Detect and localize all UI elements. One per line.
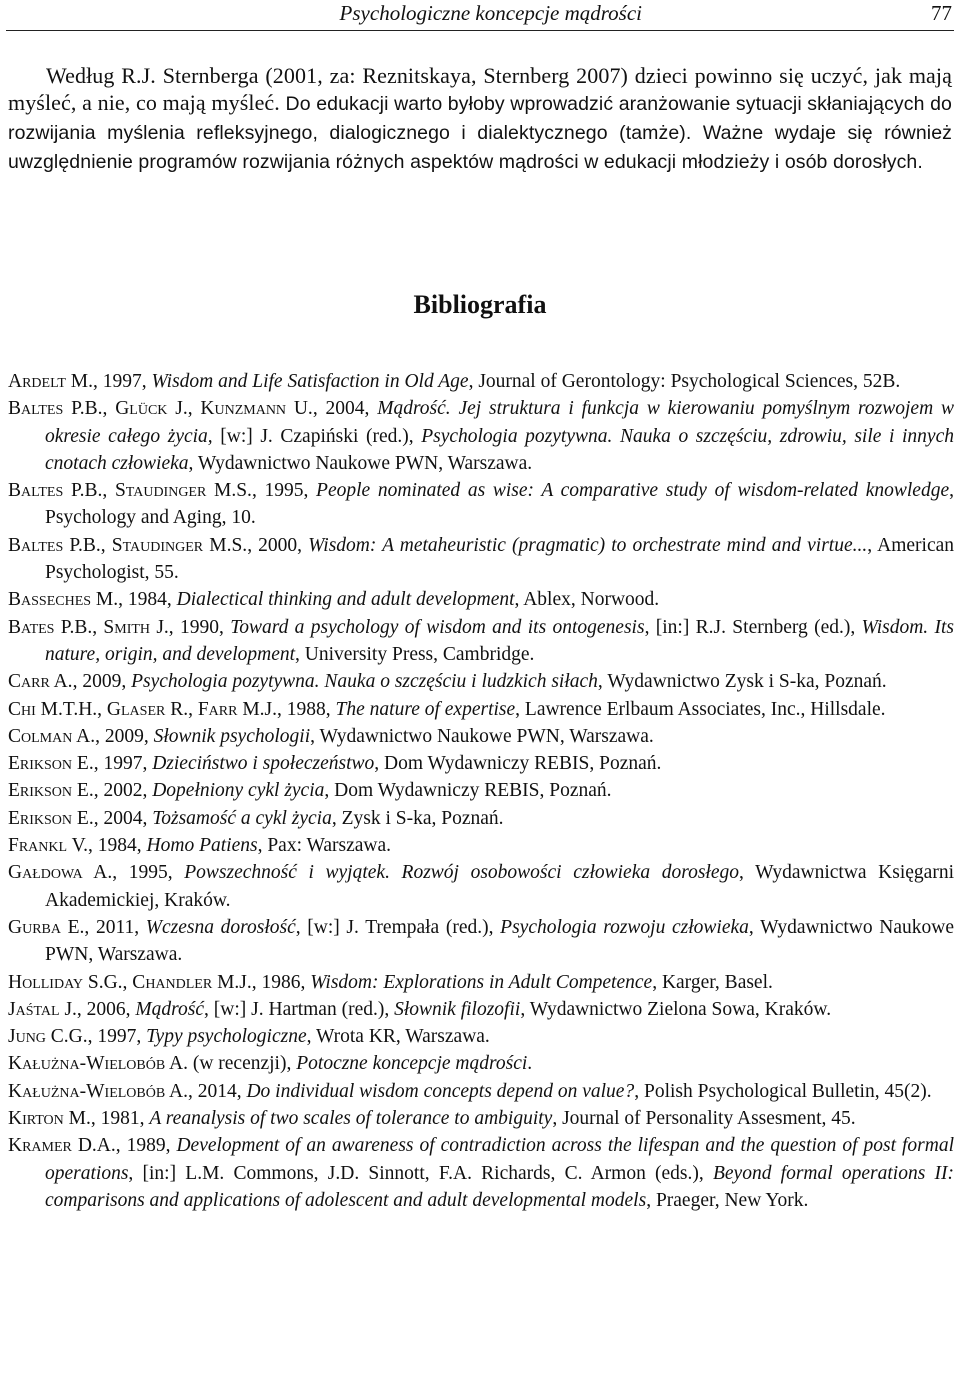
reference-entry — [8, 532, 954, 587]
reference-text: , Dom Wydawniczy REBIS, Poznań. — [374, 753, 662, 775]
reference-title: Mądrość. Jej struktura i funkcja w kierowaniu pomyślnym rozwojem w okresie całego życia, — [45, 398, 954, 447]
reference-authors: Bates P.B., Smith J. — [8, 616, 169, 638]
reference-entry — [8, 395, 954, 477]
reference-entry — [8, 805, 954, 832]
reference-text: , Wrota KR, Warszawa. — [306, 1026, 490, 1048]
bibliography-heading: Bibliografia — [413, 290, 547, 319]
reference-text: , Karger, Basel. — [652, 971, 773, 993]
reference-title: Wisdom. Its nature, origin, and development — [45, 616, 954, 665]
reference-title: People nominated as wise: A comparative study of wisdom-related knowledge — [316, 480, 950, 502]
reference-text: , Pax: Warszawa. — [257, 835, 392, 857]
reference-text: , Dom Wydawniczy REBIS, Poznań. — [324, 780, 612, 802]
reference-text: , 2004, — [312, 398, 378, 420]
reference-entry — [8, 586, 954, 613]
reference-text: , American Psychologist, 55. — [45, 534, 955, 584]
reference-title: Słownik filozofii — [394, 998, 521, 1020]
reference-title: Do individual wisdom concepts depend on value? — [246, 1080, 635, 1102]
reference-text: , Wydawnictwo Zielona Sowa, Kraków. — [520, 998, 832, 1020]
header-rule — [6, 30, 954, 31]
reference-title: Dialectical thinking and adult development — [176, 589, 515, 611]
reference-title: Typy psychologiczne — [146, 1026, 307, 1048]
reference-title: Dopełniony cykl życia — [152, 780, 325, 802]
reference-text: , Psychology and Aging, 10. — [45, 480, 954, 529]
reference-title: The nature of expertise — [335, 698, 516, 720]
reference-text: , 1989, — [115, 1135, 177, 1157]
reference-text: , 2004, — [93, 807, 153, 829]
reference-title: A reanalysis of two scales of tolerance to ambiguity — [149, 1108, 553, 1130]
reference-text: , 2002, — [93, 780, 153, 802]
reference-title: Wczesna dorosłość — [145, 916, 296, 938]
paragraph-part-1: Według R.J. Sternberga (2001, za: Reznitskaya, Sternberg 2007) dzieci powinno się uczyć, jak mają myśleć, a nie, co mają myśleć. — [8, 63, 952, 115]
reference-authors: Chi M.T.H., Glaser R., Farr M.J. — [8, 698, 278, 720]
reference-title: Potoczne koncepcje mądrości — [296, 1053, 528, 1075]
reference-text: , Journal of Personality Assesment, 45. — [552, 1108, 856, 1130]
reference-entry — [8, 832, 954, 859]
reference-title: Development of an awareness of contradiction across the lifespan and the question of post formal operations — [45, 1135, 954, 1184]
reference-text: , 2006, — [76, 998, 136, 1020]
reference-text: , University Press, Cambridge. — [295, 643, 535, 665]
reference-title: Psychologia pozytywna. Nauka o szczęściu i ludzkich siłach — [131, 671, 598, 693]
reference-authors: Kałużna-Wielobób A. — [8, 1053, 188, 1075]
reference-entry — [8, 696, 954, 723]
reference-authors: Erikson E. — [8, 753, 94, 775]
reference-title: Słownik psychologii — [153, 725, 311, 747]
reference-text: , [w:] J. Trempała (red.), — [295, 916, 501, 938]
reference-text: , 1981, — [90, 1108, 150, 1130]
reference-authors: Jung C.G. — [8, 1026, 88, 1048]
reference-title: Wisdom: Explorations in Adult Competence — [310, 971, 653, 993]
reference-authors: Holliday S.G., Chandler M.J. — [8, 971, 252, 993]
reference-entry — [8, 723, 954, 750]
reference-authors: Kałużna-Wielobób A. — [8, 1080, 188, 1102]
reference-entry — [8, 1050, 954, 1077]
reference-authors: Ardelt M. — [8, 371, 93, 392]
reference-text: , Wydawnictwo Naukowe PWN, Warszawa. — [310, 725, 654, 747]
reference-text: , 2011, — [84, 916, 146, 938]
reference-title: Mądrość — [135, 998, 205, 1020]
paragraph-part-2: Do edukacji warto byłoby wprowadzić aranżowanie sytuacji skłaniających do rozwijania myślenia refleksyjnego, dialogicznego i dialektycznego (tamże). Ważne wydaje się również uwzględnienie programów rozwijania różnych aspektów mądrości w edukacji młodzieży i osób dorosłych. — [8, 93, 952, 173]
reference-text: , 1997, — [93, 753, 153, 775]
reference-title: Wisdom: A metaheuristic (pragmatic) to orchestrate mind and virtue... — [308, 534, 868, 556]
reference-authors: Kramer D.A. — [8, 1135, 116, 1157]
reference-text: , 1995, — [112, 862, 185, 884]
reference-title: Homo Patiens — [146, 835, 258, 857]
reference-text: . — [527, 1053, 533, 1075]
reference-text: , 1997, — [93, 371, 152, 392]
reference-entry — [8, 859, 954, 914]
reference-authors: Erikson E. — [8, 807, 94, 829]
reference-text: , 1984, — [118, 589, 177, 611]
reference-authors: Carr A. — [8, 671, 73, 693]
reference-entry — [8, 996, 954, 1023]
reference-text: (w recenzji), — [187, 1053, 297, 1075]
reference-text: , Wydawnictwo Zysk i S-ka, Poznań. — [597, 671, 887, 693]
reference-authors: Baltes P.B., Staudinger M.S. — [8, 480, 252, 502]
reference-text: , [w:] J. Hartman (red.), — [204, 998, 395, 1020]
reference-entry — [8, 750, 954, 777]
reference-title: Powszechność i wyjątek. Rozwój osobowości człowieka dorosłego — [184, 862, 739, 884]
reference-authors: Gałdowa A. — [8, 862, 113, 884]
reference-authors: Kirton M. — [8, 1108, 91, 1130]
reference-title: Psychologia pozytywna. Nauka o szczęściu, zdrowiu, sile i innych cnotach człowieka — [45, 425, 954, 474]
reference-list — [8, 368, 954, 1214]
reference-authors: Jaśtal J. — [8, 998, 77, 1020]
reference-text: , Journal of Gerontology: Psychological Sciences, 52B. — [468, 371, 901, 392]
reference-entry — [8, 614, 954, 669]
reference-entry — [8, 969, 954, 996]
reference-text: , 1995, — [251, 480, 317, 502]
reference-text: , 2009, — [95, 725, 154, 747]
reference-text: , 2009, — [72, 671, 132, 693]
reference-text: , 2000, — [247, 534, 309, 556]
reference-text: , Ablex, Norwood. — [514, 589, 660, 611]
reference-text: , 2014, — [187, 1080, 247, 1102]
reference-entry — [8, 1132, 954, 1214]
reference-authors: Erikson E. — [8, 780, 94, 802]
reference-entry — [8, 368, 954, 395]
body-paragraph — [8, 62, 952, 176]
reference-authors: Gurba E. — [8, 916, 85, 938]
reference-entry — [8, 1105, 954, 1132]
reference-text: , Lawrence Erlbaum Associates, Inc., Hillsdale. — [515, 698, 886, 720]
reference-title: Dzieciństwo i społeczeństwo — [152, 753, 375, 775]
reference-text: , 1984, — [88, 835, 147, 857]
reference-title: Beyond formal operations II: comparisons and applications of adolescent and adult developmental models — [45, 1162, 954, 1211]
reference-authors: Frankl V. — [8, 835, 89, 857]
reference-text: , 1990, — [168, 616, 231, 638]
reference-text: , Wydawnictwo Naukowe PWN, Warszawa. — [188, 452, 533, 474]
page-header — [0, 0, 960, 34]
reference-authors: Baltes P.B., Glück J., Kunzmann U. — [8, 398, 313, 420]
reference-text: , [in:] L.M. Commons, J.D. Sinnott, F.A. Richards, C. Armon (eds.), — [128, 1162, 713, 1184]
reference-entry — [8, 477, 954, 532]
reference-text: , Wydawnictwa Księgarni Akademickiej, Kraków. — [45, 862, 954, 911]
reference-text: , 1997, — [87, 1026, 147, 1048]
reference-authors: Baltes P.B., Staudinger M.S. — [8, 534, 248, 556]
reference-text: , Wydawnictwo Naukowe PWN, Warszawa. — [45, 916, 955, 966]
reference-title: Tożsamość a cykl życia — [152, 807, 332, 829]
reference-text: [w:] J. Czapiński (red.), — [212, 425, 422, 447]
running-title: Psychologiczne koncepcje mądrości — [339, 1, 642, 25]
reference-text: , Praeger, New York. — [646, 1189, 809, 1211]
reference-text: , Zysk i S-ka, Poznań. — [331, 807, 504, 829]
reference-text: , 1986, — [251, 971, 311, 993]
reference-entry — [8, 777, 954, 804]
reference-entry — [8, 1078, 954, 1105]
reference-title: Psychologia rozwoju człowieka — [500, 916, 749, 938]
reference-title: Wisdom and Life Satisfaction in Old Age — [151, 371, 469, 392]
page-number: 77 — [931, 1, 952, 25]
reference-title: Toward a psychology of wisdom and its ontogenesis — [230, 616, 645, 638]
reference-authors: Colman A. — [8, 725, 96, 747]
reference-text: , [in:] R.J. Sternberg (ed.), — [644, 616, 862, 638]
reference-text: , 1988, — [277, 698, 336, 720]
reference-entry — [8, 1023, 954, 1050]
reference-entry — [8, 668, 954, 695]
reference-entry — [8, 914, 954, 969]
reference-authors: Basseches M. — [8, 589, 119, 611]
reference-text: , Polish Psychological Bulletin, 45(2). — [634, 1080, 932, 1102]
